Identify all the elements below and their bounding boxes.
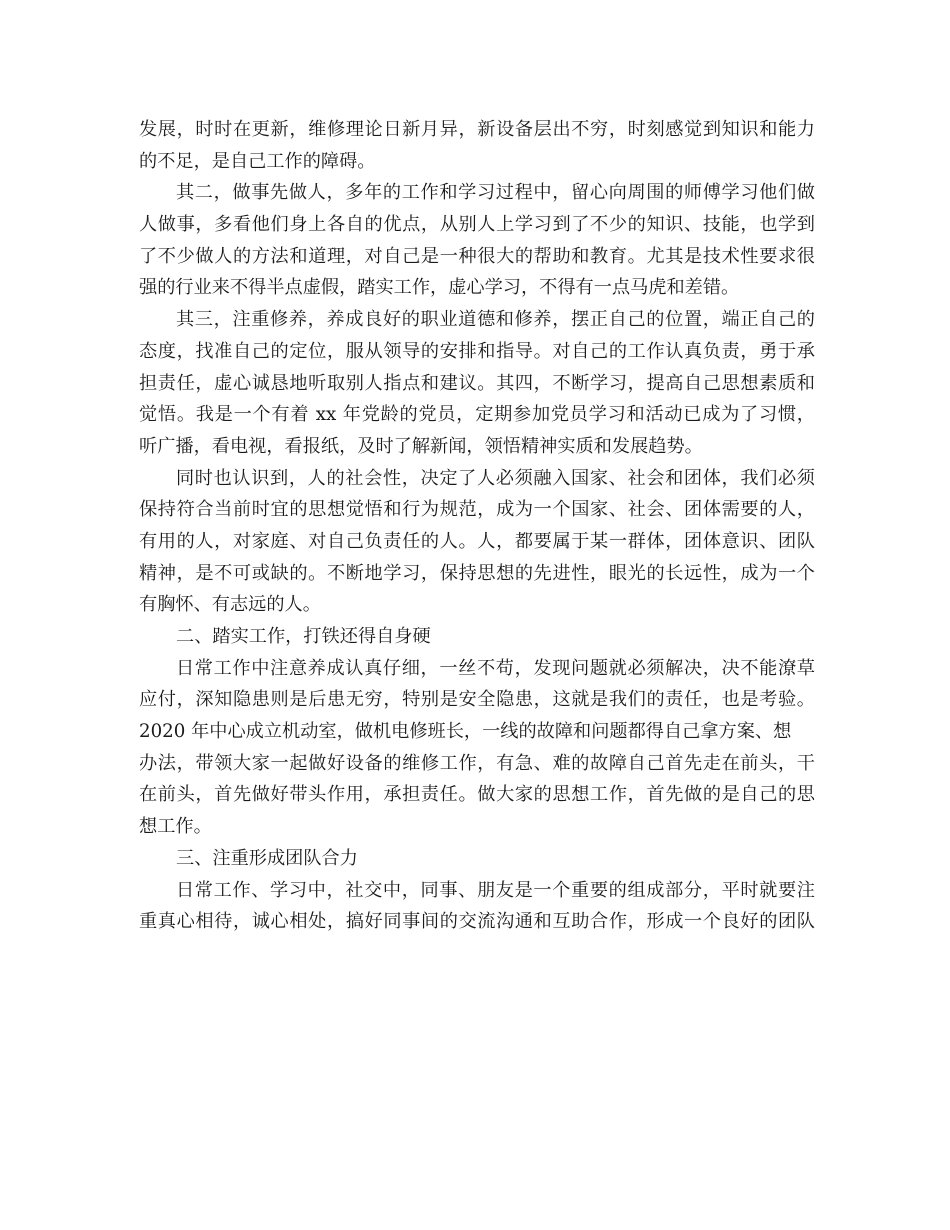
text-line: 觉悟。我是一个有着 xx 年党龄的党员，定期参加党员学习和活动已成为了习惯， <box>139 404 815 426</box>
text-line: 有胸怀、有志远的人。 <box>139 594 321 616</box>
text-line: 在前头，首先做好带头作用，承担责任。做大家的思想工作，首先做的是自己的思 <box>139 784 815 806</box>
text-line: 的不足，是自己工作的障碍。 <box>139 150 376 172</box>
text-line: 人做事，多看他们身上各自的优点，从别人上学习到了不少的知识、技能，也学到 <box>139 214 815 236</box>
text-line: 发展，时时在更新，维修理论日新月异，新设备层出不穷，时刻感觉到知识和能力 <box>139 119 815 140</box>
text-line: 听广播，看电视，看报纸，及时了解新闻，领悟精神实质和发展趋势。 <box>139 435 703 457</box>
text-line: 强的行业来不得半点虚假，踏实工作，虚心学习，不得有一点马虎和差错。 <box>139 277 740 299</box>
text-line: 担责任，虚心诚恳地听取别人指点和建议。其四，不断学习，提高自己思想素质和 <box>139 372 815 394</box>
text-line: 保持符合当前时宜的思想觉悟和行为规范，成为一个国家、社会、团体需要的人， <box>139 499 815 521</box>
paragraph-first-line: 日常工作、学习中，社交中，同事、朋友是一个重要的组成部分，平时就要注 <box>176 879 815 901</box>
text-line: 了不少做人的方法和道理，对自己是一种很大的帮助和教育。尤其是技术性要求很 <box>139 245 815 267</box>
paragraph-first-line: 其二，做事先做人，多年的工作和学习过程中，留心向周围的师傅学习他们做 <box>176 182 815 204</box>
section-heading: 三、注重形成团队合力 <box>176 847 358 869</box>
text-line: 精神，是不可或缺的。不断地学习，保持思想的先进性，眼光的长远性，成为一个 <box>139 562 815 584</box>
text-line: 想工作。 <box>139 816 212 838</box>
paragraph-first-line: 其三，注重修养，养成良好的职业道德和修养，摆正自己的位置，端正自己的 <box>176 309 815 331</box>
document-body <box>139 114 815 938</box>
text-line: 2020 年中心成立机动室，做机电修班长，一线的故障和问题都得自己拿方案、想 <box>139 721 792 743</box>
text-line: 态度，找准自己的定位，服从领导的安排和指导。对自己的工作认真负责，勇于承 <box>139 340 815 362</box>
paragraph-first-line: 同时也认识到，人的社会性，决定了人必须融入国家、社会和团体，我们必须 <box>176 467 815 489</box>
text-line: 办法，带领大家一起做好设备的维修工作，有急、难的故障自己首先走在前头，干 <box>139 752 815 774</box>
text-line: 有用的人，对家庭、对自己负责任的人。人，都要属于某一群体，团体意识、团队 <box>139 530 815 552</box>
section-heading: 二、踏实工作，打铁还得自身硬 <box>176 626 431 647</box>
paragraph-first-line: 日常工作中注意养成认真仔细，一丝不苟，发现问题就必须解决，决不能潦草 <box>176 657 815 679</box>
text-line: 重真心相待，诚心相处，搞好同事间的交流沟通和互助合作，形成一个良好的团队 <box>139 911 815 933</box>
text-line: 应付，深知隐患则是后患无穷，特别是安全隐患，这就是我们的责任，也是考验。 <box>139 689 815 711</box>
